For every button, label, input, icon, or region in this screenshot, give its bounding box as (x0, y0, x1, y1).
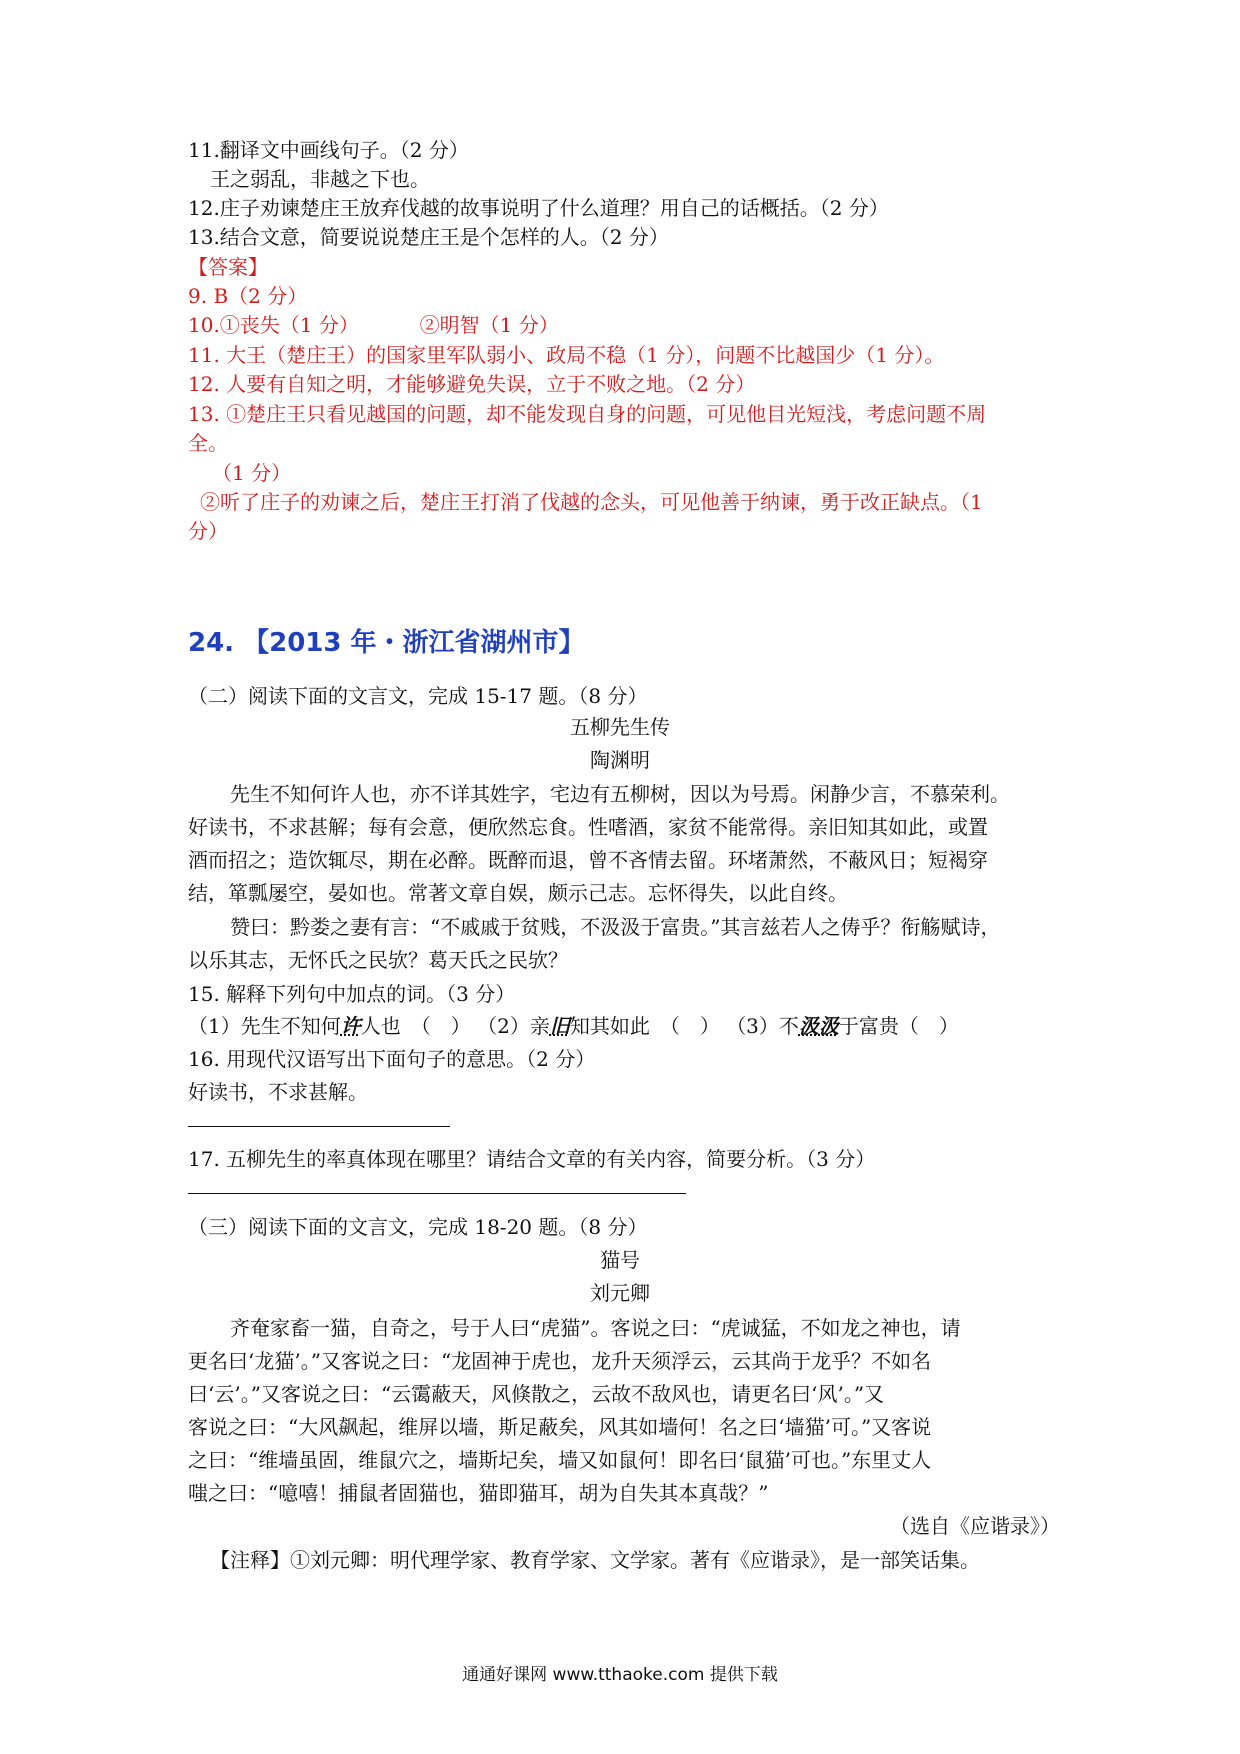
passage2-author: 刘元卿 (590, 1281, 650, 1305)
answer-13-line4: ②听了庄子的劝谏之后，楚庄王打消了伐越的念头，可见他善于纳谏，勇于改正缺点。（1 (200, 490, 983, 514)
q15-item1-pre: （1）先生不知何 (188, 1014, 341, 1038)
answer-13-line3: （1 分） (212, 461, 292, 485)
answer-10-part2: ②明智（1 分） (419, 313, 559, 337)
answer-13-line2: 全。 (188, 431, 228, 455)
passage-author: 陶渊明 (590, 748, 650, 772)
answer-12: 12. 人要有自知之明，才能够避免失误，立于不败之地。（2 分） (188, 372, 756, 396)
question-16-sentence: 好读书，不求甚解。 (188, 1080, 368, 1104)
question-13: 13.结合文意，简要说说楚庄王是个怎样的人。（2 分） (188, 225, 669, 249)
question-12: 12.庄子劝谏楚庄王放弃伐越的故事说明了什么道理？用自己的话概括。（2 分） (188, 196, 889, 220)
passage2-note: 【注释】①刘元卿：明代理学家、教育学家、文学家。著有《应谐录》，是一部笑话集。 (210, 1548, 980, 1572)
q15-item1-dotted-word: 许 (340, 1014, 361, 1038)
answer-line (188, 1193, 686, 1194)
section-heading: 24. 【2013 年・浙江省湖州市】 (188, 628, 585, 658)
passage2-source: （选自《应谐录》） (890, 1514, 1060, 1538)
answer-13-line5: 分） (188, 519, 228, 543)
passage2-line: 嗤之曰：“噫嘻！捕鼠者固猫也，猫即猫耳，胡为自失其本真哉？” (188, 1481, 769, 1505)
page-footer: 通通好课网 www.tthaoke.com 提供下载 (462, 1665, 778, 1685)
section24-intro: （二）阅读下面的文言文，完成 15-17 题。（8 分） (188, 684, 648, 708)
passage-line: 结，箪瓢屡空，晏如也。常著文章自娱，颇示己志。忘怀得失，以此自终。 (188, 881, 848, 905)
passage2-line: 客说之曰：“大风飙起，维屏以墙，斯足蔽矣，风其如墙何！名之曰‘墙猫’可。”又客说 (188, 1415, 932, 1439)
q15-item3-post: 于富贵（ ） (838, 1014, 959, 1038)
answer-13-line1: 13. ①楚庄王只看见越国的问题，却不能发现自身的问题，可见他目光短浅，考虑问题不周 (188, 402, 987, 426)
answer-11: 11. 大王（楚庄王）的国家里军队弱小、政局不稳（1 分），问题不比越国少（1 分）。 (188, 343, 945, 367)
q15-item3-pre: （3）不 (726, 1014, 799, 1038)
passage-line: 好读书，不求甚解；每有会意，便欣然忘食。性嗜酒，家贫不能常得。亲旧知其如此，或置 (188, 815, 988, 839)
q15-item2-post: 知其如此 （ ） (569, 1014, 720, 1038)
passage2-title: 猫号 (600, 1248, 640, 1272)
passage-line: 先生不知何许人也，亦不详其姓字，宅边有五柳树，因以为号焉。闲静少言，不慕荣利。 (230, 782, 1010, 806)
q15-item2-pre: （2）亲 (477, 1014, 550, 1038)
answer-label: 【答案】 (188, 255, 268, 279)
q15-item1-post: 人也 （ ） (360, 1014, 471, 1038)
passage2-line: 齐奄家畜一猫，自奇之，号于人曰“虎猫”。客说之曰：“虎诚猛，不如龙之神也，请 (230, 1316, 961, 1340)
question-11: 11.翻译文中画线句子。（2 分） (188, 138, 469, 162)
answer-10 (188, 309, 559, 341)
passage2-line: 更名曰‘龙猫’。”又客说之曰：“龙固神于虎也，龙升天须浮云，云其尚于龙乎？不如名 (188, 1349, 932, 1373)
passage-line: 赞曰：黔娄之妻有言：“不戚戚于贫贱，不汲汲于富贵。”其言兹若人之俦乎？衔觞赋诗， (230, 915, 1001, 939)
passage2-line: 曰‘云’。”又客说之曰：“云霭蔽天，风倏散之，云故不敌风也，请更名曰‘风’。”又 (188, 1382, 885, 1406)
passage-line: 酒而招之；造饮辄尽，期在必醉。既醉而退，曾不吝情去留。环堵萧然，不蔽风日；短褐穿 (188, 848, 988, 872)
passage2-line: 之曰：“维墙虽固，维鼠穴之，墙斯圮矣，墙又如鼠何！即名曰‘鼠猫’可也。”东里丈人 (188, 1448, 932, 1472)
answer-9: 9. B（2 分） (188, 284, 308, 308)
q15-item2-dotted-word: 旧 (549, 1014, 570, 1038)
question-17: 17. 五柳先生的率真体现在哪里？请结合文章的有关内容，简要分析。（3 分） (188, 1147, 876, 1171)
passage-line: 以乐其志，无怀氏之民欤？葛天氏之民欤？ (188, 948, 568, 972)
question-16: 16. 用现代汉语写出下面句子的意思。（2 分） (188, 1047, 596, 1071)
passage-title: 五柳先生传 (570, 715, 670, 739)
question-15: 15. 解释下列句中加点的词。（3 分） (188, 982, 516, 1006)
q15-item3-dotted-word: 汲汲 (798, 1014, 839, 1038)
section3-intro: （三）阅读下面的文言文，完成 18-20 题。（8 分） (188, 1215, 648, 1239)
question-15-items (188, 1010, 959, 1042)
answer-line (188, 1126, 450, 1127)
question-11-sentence: 王之弱乱，非越之下也。 (210, 167, 430, 191)
answer-10-part1: 10.①丧失（1 分） (188, 313, 359, 337)
